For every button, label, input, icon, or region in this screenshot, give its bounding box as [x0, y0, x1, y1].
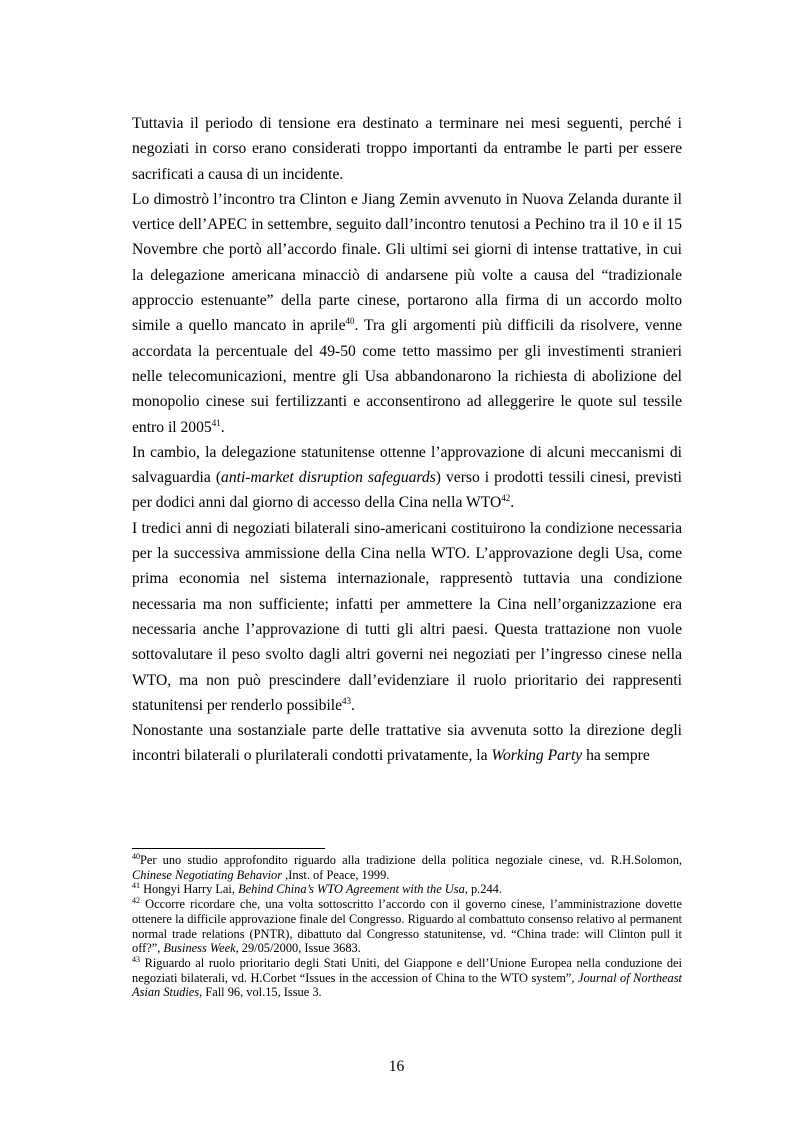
text-run: Per uno studio approfondito riguardo alla tradizione della politica negoziale cinese, vd. R.H.Solomon,	[140, 853, 682, 867]
italic-text: Journal of Northeast Asian Studies,	[132, 970, 682, 1000]
text-run: Occorre ricordare che, una volta sottoscritto l’accordo con il governo cinese, l’amministrazione dovette ottenere la difficile approvazione finale del Congresso. Riguardo al combattuto consenso relativo al permanent normal trade relations (PNTR), dibattuto dal Congresso statunitense, vd. “China trade: will Clinton pull it off?”,	[132, 897, 682, 956]
text-run: Fall 96, vol.15, Issue 3.	[202, 985, 322, 1000]
footnote-ref: 40	[345, 316, 355, 327]
text-run: .	[220, 418, 225, 436]
text-run: Riguardo al ruolo prioritario degli Stati Uniti, del Giappone e dell’Unione Europea nella conduzione dei negoziati bilaterali, vd. H.Corbet “Issues in the accession of China to the WTO system”,	[132, 955, 682, 985]
footnotes	[132, 853, 682, 1000]
body-text	[132, 111, 682, 769]
text-run: Lo dimostrò l’incontro tra Clinton e Jiang Zemin avvenuto in Nuova Zelanda durante il vertice dell’APEC in settembre, seguito dall’incontro tenutosi a Pechino tra il 10 e il 15 Novembre che portò all’accordo finale. Gli ultimi sei giorni di intense trattative, in cui la delegazione americana minacciò di andarsene più volte a causa del “tradizionale approccio estenuante” della parte cinese, portarono alla firma di un accordo molto simile a quello mancato in aprile	[132, 190, 682, 335]
text-run: . Tra gli argomenti più difficili da risolvere, venne accordata la percentuale del 49-50 come tetto massimo per gli investimenti stranieri nelle telecomunicazioni, mentre gli Usa abbandonarono la richiesta di abolizione del monopolio cinese sui fertilizzanti e acconsentirono ad alleggerire le quote sul tessile entro il 2005	[132, 317, 682, 436]
text-run: ha sempre	[582, 747, 650, 765]
footnote-ref: 43	[132, 954, 140, 964]
footnote-ref: 43	[342, 695, 352, 706]
footnote	[132, 882, 682, 897]
footnote-ref: 42	[132, 896, 140, 906]
footnote-separator	[132, 848, 325, 849]
italic-text: anti-market disruption safeguards	[221, 469, 436, 487]
footnote-ref: 40	[132, 852, 140, 861]
footnote-ref: 42	[501, 493, 511, 504]
page-number: 16	[388, 1058, 405, 1075]
footnote	[132, 956, 682, 1000]
text-run: Tuttavia il periodo di tensione era destinato a terminare nei mesi seguenti, perché i negoziati in corso erano considerati troppo importanti da entrambe le parti per essere sacrificati a causa di un incidente.	[132, 115, 682, 183]
paragraph	[132, 718, 682, 769]
paragraph	[132, 440, 682, 516]
text-run: 29/05/2000, Issue 3683.	[238, 941, 361, 956]
text-run: In cambio, la delegazione statunitense ottenne l’approvazione di alcuni meccanismi di salvaguardia (	[132, 443, 682, 487]
italic-text: Chinese Negotiating Behavior	[132, 867, 283, 882]
text-run: p.244.	[467, 882, 502, 897]
italic-text: Business Week,	[163, 941, 239, 956]
italic-text: Working Party	[491, 747, 583, 765]
text-run: ,Inst. of Peace, 1999.	[282, 867, 390, 882]
text-run: .	[351, 696, 355, 714]
text-run: Hongyi Harry Lai,	[140, 882, 239, 897]
footnote-ref: 41	[132, 881, 140, 891]
footnote-ref: 41	[211, 417, 221, 428]
text-run: Nonostante una sostanziale parte delle trattative sia avvenuta sotto la direzione degli incontri bilaterali o plurilaterali condotti privatamente, la	[132, 722, 682, 765]
paragraph	[132, 516, 682, 718]
footnote	[132, 853, 682, 882]
text-run: ) verso i prodotti tessili cinesi, previsti per dodici anni dal giorno di accesso della Cina nella WTO	[132, 469, 682, 512]
text-run: .	[510, 494, 515, 512]
paragraph	[132, 111, 682, 187]
footnote	[132, 897, 682, 956]
italic-text: Behind China’s WTO Agreement with the Usa,	[238, 882, 468, 897]
paragraph	[132, 187, 682, 440]
text-run: I tredici anni di negoziati bilaterali sino-americani costituirono la condizione necessaria per la successiva ammissione della Cina nella WTO. L’approvazione degli Usa, come prima economia nel sistema internazionale, rappresentò tuttavia una condizione necessaria ma non sufficiente; infatti per ammettere la Cina nell’organizzazione era necessaria anche l’approvazione di tutti gli altri paesi. Questa trattazione non vuole sottovalutare il peso svolto dagli altri governi nei negoziati per l’ingresso cinese nella WTO, ma non può prescindere dall’evidenziare il ruolo prioritario dei rappresenti statunitensi per renderlo possibile	[132, 519, 682, 714]
